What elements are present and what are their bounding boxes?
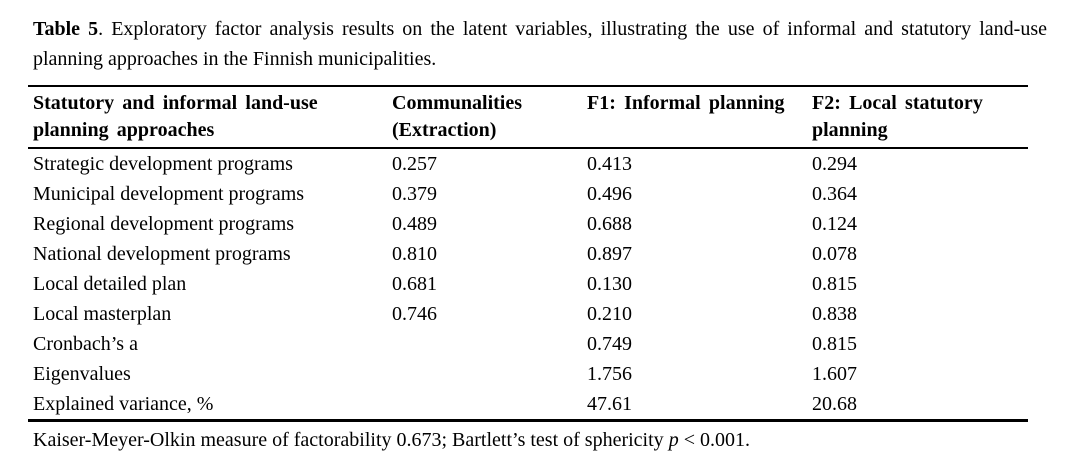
footnote-text-end: < 0.001.	[678, 429, 750, 451]
table-row	[28, 389, 1028, 419]
f1-value: 0.496	[587, 183, 632, 205]
f2-value: 0.294	[812, 153, 857, 175]
table-caption-label: Table 5	[33, 18, 99, 40]
column-header-f1: F1: Informal planning	[587, 92, 785, 114]
table-row	[28, 329, 1028, 359]
row-label: Explained variance, %	[33, 393, 214, 415]
f2-value: 20.68	[812, 393, 857, 415]
row-label: National development programs	[33, 243, 291, 265]
f1-value: 0.749	[587, 333, 632, 355]
row-label: Cronbach’s a	[33, 333, 138, 355]
table-header-row	[28, 87, 1028, 149]
row-label: Local detailed plan	[33, 273, 187, 295]
footnote-text: Kaiser-Meyer-Olkin measure of factorability 0.673; Bartlett’s test of sphericity	[33, 429, 669, 451]
column-header-approaches: Statutory and informal land-use planning approaches	[33, 92, 318, 141]
communalities-value: 0.379	[392, 183, 437, 205]
f1-value: 47.61	[587, 393, 632, 415]
f1-value: 1.756	[587, 363, 632, 385]
row-label: Regional development programs	[33, 213, 295, 235]
f2-value: 1.607	[812, 363, 857, 385]
table-row	[28, 269, 1028, 299]
f1-value: 0.413	[587, 153, 632, 175]
column-header-communalities: Communalities (Extraction)	[392, 92, 522, 141]
communalities-value: 0.746	[392, 303, 437, 325]
table-row	[28, 149, 1028, 179]
table-row	[28, 359, 1028, 389]
row-label: Strategic development programs	[33, 153, 293, 175]
f1-value: 0.130	[587, 273, 632, 295]
table-row	[28, 299, 1028, 329]
communalities-value	[392, 359, 587, 389]
row-label: Municipal development programs	[33, 183, 305, 205]
f2-value: 0.124	[812, 213, 857, 235]
row-label: Local masterplan	[33, 303, 172, 325]
table-footnote	[33, 425, 750, 455]
column-header-f2: F2: Local statutory planning	[812, 92, 983, 141]
table-row	[28, 239, 1028, 269]
f1-value: 0.897	[587, 243, 632, 265]
efa-results-table	[28, 85, 1028, 422]
communalities-value: 0.489	[392, 213, 437, 235]
table-caption	[33, 14, 1047, 74]
f1-value: 0.688	[587, 213, 632, 235]
communalities-value: 0.681	[392, 273, 437, 295]
f1-value: 0.210	[587, 303, 632, 325]
row-label: Eigenvalues	[33, 363, 131, 385]
table-caption-line1	[33, 14, 1047, 44]
f2-value: 0.078	[812, 243, 857, 265]
table-caption-line2: planning approaches in the Finnish municipalities.	[33, 48, 437, 70]
communalities-value	[392, 389, 587, 419]
footnote-p-symbol: p	[668, 429, 679, 451]
f2-value: 0.838	[812, 303, 857, 325]
table-caption-text: . Exploratory factor analysis results on the latent variables, illustrating the use of informal and statutory land-use	[98, 18, 1047, 40]
table-row	[28, 179, 1028, 209]
f2-value: 0.815	[812, 333, 857, 355]
table-row	[28, 209, 1028, 239]
f2-value: 0.364	[812, 183, 857, 205]
communalities-value	[392, 329, 587, 359]
communalities-value: 0.257	[392, 153, 437, 175]
communalities-value: 0.810	[392, 243, 437, 265]
f2-value: 0.815	[812, 273, 857, 295]
